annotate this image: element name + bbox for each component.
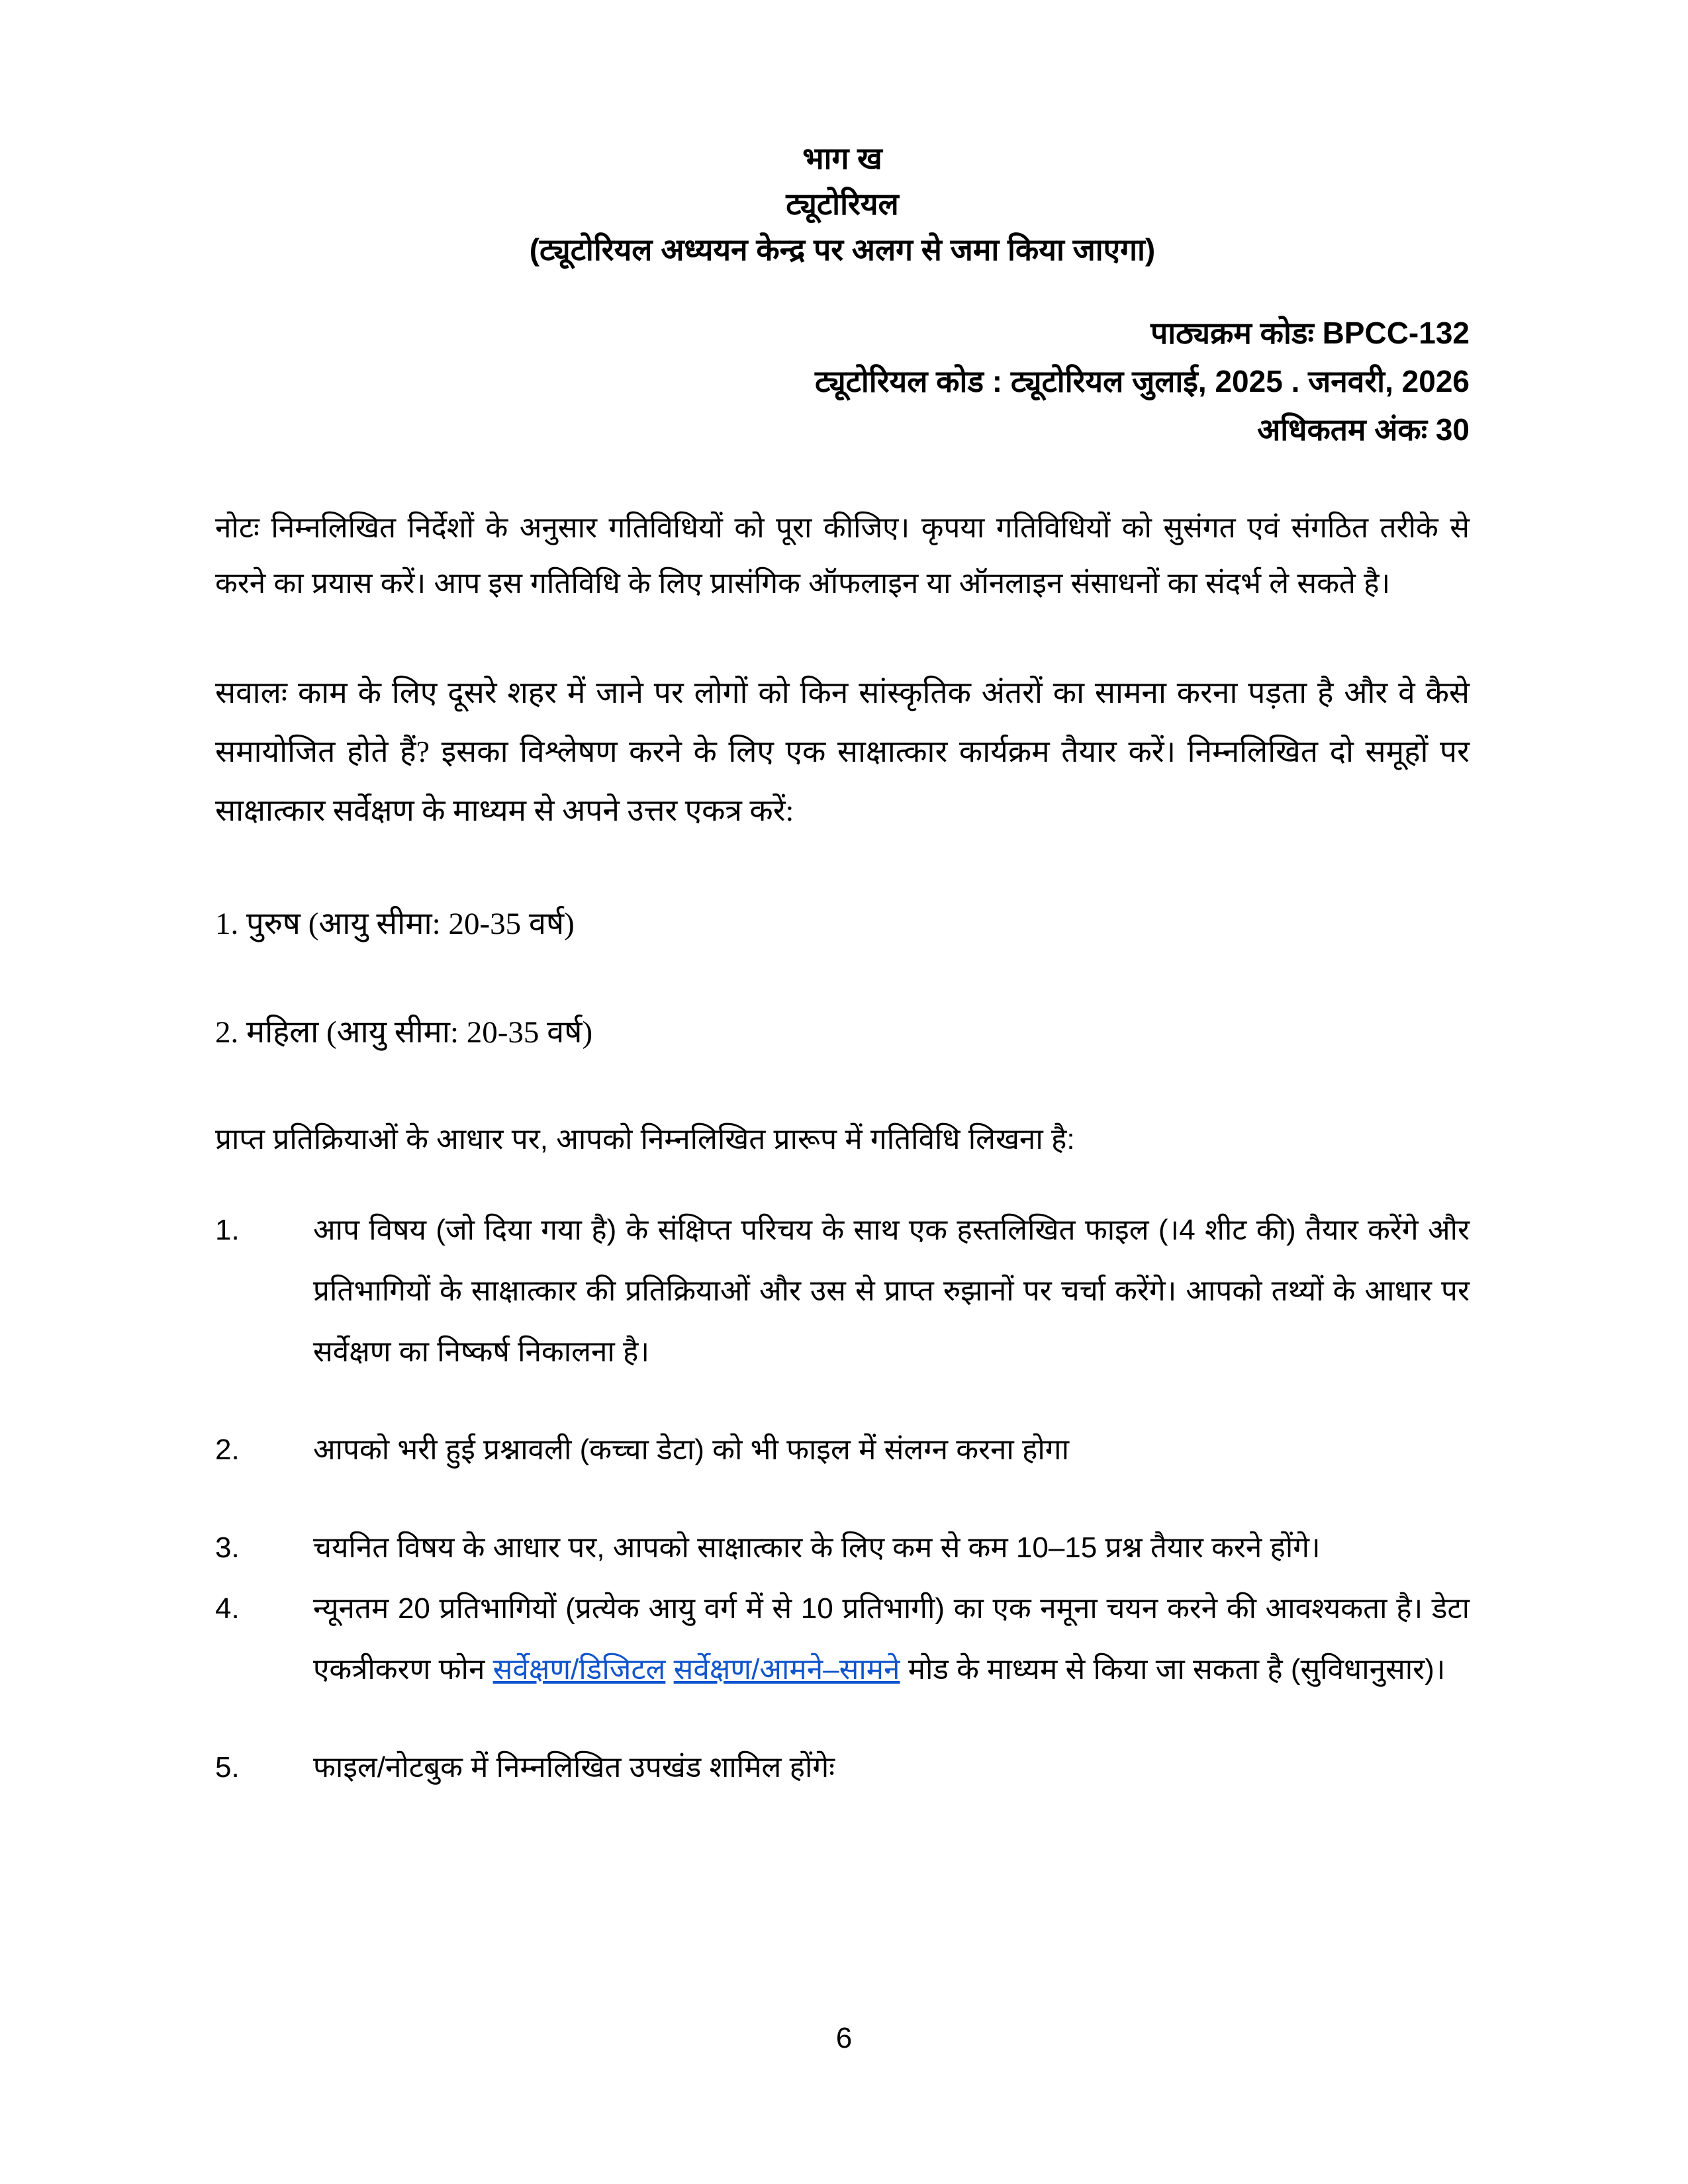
activity-list xyxy=(215,1200,1470,1798)
list-item xyxy=(215,1200,1470,1383)
course-code-line: पाठ्यक्रम कोडः BPCC-132 xyxy=(1150,316,1470,350)
list-item-text: चयनित विषय के आधार पर, आपको साक्षात्कार के लिए कम से कम 10–15 प्रश्न तैयार करने होंगे। xyxy=(313,1531,1321,1564)
group-item-male: 1. पुरुष (आयु सीमा: 20-35 वर्ष) xyxy=(215,907,575,941)
list-item xyxy=(215,1737,1470,1798)
course-info-block xyxy=(215,309,1470,454)
max-marks-line: अधिकतम अंकः 30 xyxy=(1257,412,1470,447)
group-item-female: 2. महिला (आयु सीमा: 20-35 वर्ष) xyxy=(215,1015,593,1050)
survey-mode-link-2[interactable]: सर्वेक्षण/आमने–सामने xyxy=(673,1653,900,1686)
list-item xyxy=(215,1578,1470,1700)
list-item-text: फाइल/नोटबुक में निम्नलिखित उपखंड शामिल होंगेः xyxy=(313,1751,835,1784)
list-item-text-segment: मोड के माध्यम से किया जा सकता है (सुविधानुसार)। xyxy=(900,1653,1446,1686)
list-item xyxy=(215,1420,1470,1480)
list-item-text xyxy=(313,1578,1470,1700)
submission-note: (ट्यूटोरियल अध्ययन केन्द्र पर अलग से जमा किया जाएगा) xyxy=(529,232,1156,267)
list-item-number: 1. xyxy=(215,1214,240,1246)
tutorial-code-line: ट्यूटोरियल कोड : ट्यूटोरियल जुलाई, 2025 . जनवरी, 2026 xyxy=(815,364,1470,398)
note-paragraph: नोटः निम्नलिखित निर्देशों के अनुसार गतिविधियों को पूरा कीजिए। कृपया गतिविधियों को सुसंगत एवं संगठित तरीके से करने का प्रयास करें। आप इस गतिविधि के लिए प्रासंगिक ऑफलाइन या ऑनलाइन संसाधनों का संदर्भ ले सकते है। xyxy=(215,512,1470,600)
question-paragraph: सवालः काम के लिए दूसरे शहर में जाने पर लोगों को किन सांस्कृतिक अंतरों का सामना करना पड़ता है और वे कैसे समायोजित होते हैं? इसका विश्लेषण करने के लिए एक साक्षात्कार कार्यक्रम तैयार करें। निम्नलिखित दो समूहों पर साक्षात्कार सर्वेक्षण के माध्यम से अपने उत्तर एकत्र करें: xyxy=(215,676,1470,827)
part-heading: भाग ख xyxy=(802,141,882,175)
list-item-text-segment: न्यूनतम 20 प्रतिभागियों (प्रत्येक आयु वर्ग में से 10 प्रतिभागी) का एक नमूना चयन करने की आवश्यकता है। डेटा एकत्रीकरण फोन xyxy=(313,1592,1470,1686)
list-item-number: 2. xyxy=(215,1433,240,1466)
list-item-number: 3. xyxy=(215,1531,240,1564)
list-item-text: आपको भरी हुई प्रश्नावली (कच्चा डेटा) को भी फाइल में संलग्न करना होगा xyxy=(313,1433,1069,1466)
survey-mode-link-1[interactable]: सर्वेक्षण/डिजिटल xyxy=(492,1653,666,1686)
tutorial-heading: ट्यूटोरियल xyxy=(786,187,899,221)
list-item-text: आप विषय (जो दिया गया है) के संक्षिप्त परिचय के साथ एक हस्तलिखित फाइल (।4 शीट की) तैयार करेंगे और प्रतिभागियों के साक्षात्कार की प्रतिक्रियाओं और उस से प्राप्त रुझानों पर चर्चा करेंगे। आपको तथ्यों के आधार पर सर्वेक्षण का निष्कर्ष निकालना है। xyxy=(313,1214,1470,1368)
list-item-number: 4. xyxy=(215,1592,240,1625)
list-item xyxy=(215,1518,1470,1578)
document-header xyxy=(215,136,1470,273)
format-intro: प्राप्त प्रतिक्रियाओं के आधार पर, आपको निम्नलिखित प्रारूप में गतिविधि लिखना है: xyxy=(215,1123,1075,1156)
page-number: 6 xyxy=(835,2022,853,2054)
list-item-number: 5. xyxy=(215,1751,240,1784)
